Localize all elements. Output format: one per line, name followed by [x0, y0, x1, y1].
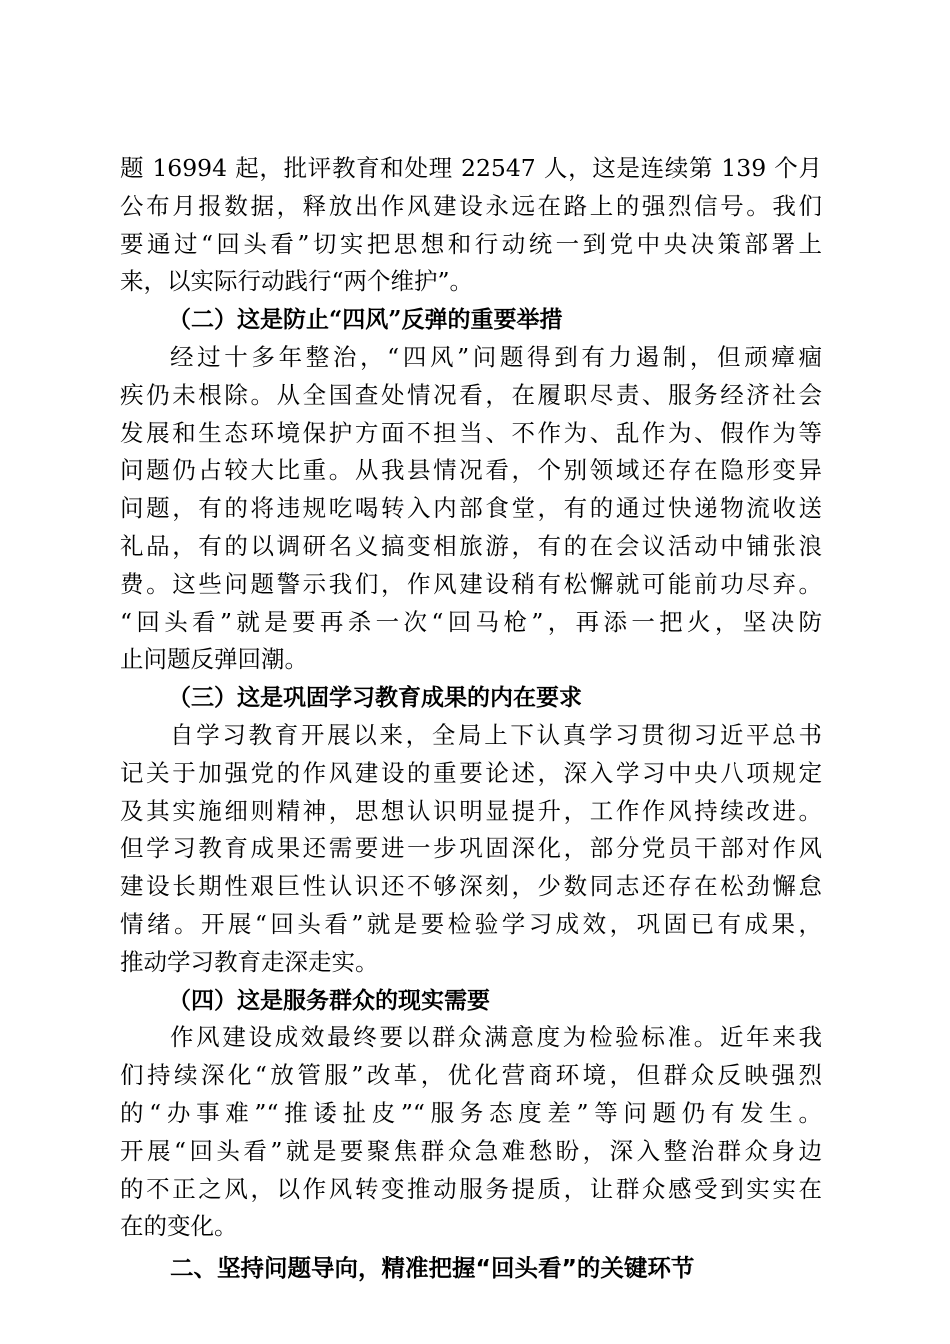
paragraph-learning [120, 717, 822, 982]
paragraph-intro-tail [120, 150, 822, 301]
subheading-2: （二）这是防止“四风”反弹的重要举措 [168, 306, 563, 334]
text-line: 问题，有的将违规吃喝转入内部食堂，有的通过快递物流收送 [120, 494, 822, 523]
text-line: 情绪。开展“回头看”就是要检验学习成效，巩固已有成果， [120, 909, 822, 938]
paragraph-four-winds [120, 339, 822, 679]
text-line: 及其实施细则精神，思想认识明显提升，工作作风持续改进。 [120, 796, 822, 825]
text-line: 的不正之风，以作风转变推动服务提质，让群众感受到实实在 [120, 1174, 822, 1203]
text-line: 但学习教育成果还需要进一步巩固深化，部分党员干部对作风 [120, 834, 822, 863]
text-line: 费。这些问题警示我们，作风建设稍有松懈就可能前功尽弃。 [120, 569, 822, 598]
document-body [120, 150, 822, 1290]
text-line: 要通过“回头看”切实把思想和行动统一到党中央决策部署上 [120, 229, 822, 258]
text-line: 经过十多年整治，“四风”问题得到有力遏制，但顽瘴痼 [170, 342, 822, 371]
subheading-3: （三）这是巩固学习教育成果的内在要求 [168, 684, 582, 712]
text-line: 自学习教育开展以来，全局上下认真学习贯彻习近平总书 [170, 720, 822, 749]
text-line: 止问题反弹回潮。 [120, 645, 308, 674]
text-line: 们持续深化“放管服”改革，优化营商环境，但群众反映强烈 [120, 1061, 822, 1090]
text-line: 记关于加强党的作风建设的重要论述，深入学习中央八项规定 [120, 758, 822, 787]
section-heading-2: 二、坚持问题导向，精准把握“回头看”的关键环节 [170, 1254, 695, 1283]
text-line: 的“办事难”“推诿扯皮”“服务态度差”等问题仍有发生。 [120, 1098, 822, 1127]
paragraph-service [120, 1019, 822, 1246]
text-line: 公布月报数据，释放出作风建设永远在路上的强烈信号。我们 [120, 191, 822, 220]
text-line: 在的变化。 [120, 1212, 238, 1241]
text-line: 建设长期性艰巨性认识还不够深刻，少数同志还存在松劲懈怠 [120, 872, 822, 901]
subheading-4: （四）这是服务群众的现实需要 [168, 986, 490, 1014]
text-line: 来，以实际行动践行“两个维护”。 [120, 267, 474, 296]
text-line: 疾仍未根除。从全国查处情况看，在履职尽责、服务经济社会 [120, 380, 822, 409]
text-line: 开展“回头看”就是要聚焦群众急难愁盼，深入整治群众身边 [120, 1136, 822, 1165]
text-line: 问题仍占较大比重。从我县情况看，个别领域还存在隐形变异 [120, 456, 822, 485]
text-line: “回头看”就是要再杀一次“回马枪”，再添一把火，坚决防 [120, 607, 822, 636]
text-line: 作风建设成效最终要以群众满意度为检验标准。近年来我 [170, 1023, 822, 1052]
text-line: 题 16994 起，批评教育和处理 22547 人，这是连续第 139 个月 [120, 154, 822, 182]
text-line: 礼品，有的以调研名义搞变相旅游，有的在会议活动中铺张浪 [120, 531, 822, 560]
text-line: 推动学习教育走深走实。 [120, 947, 379, 976]
text-line: 发展和生态环境保护方面不担当、不作为、乱作为、假作为等 [120, 418, 822, 447]
